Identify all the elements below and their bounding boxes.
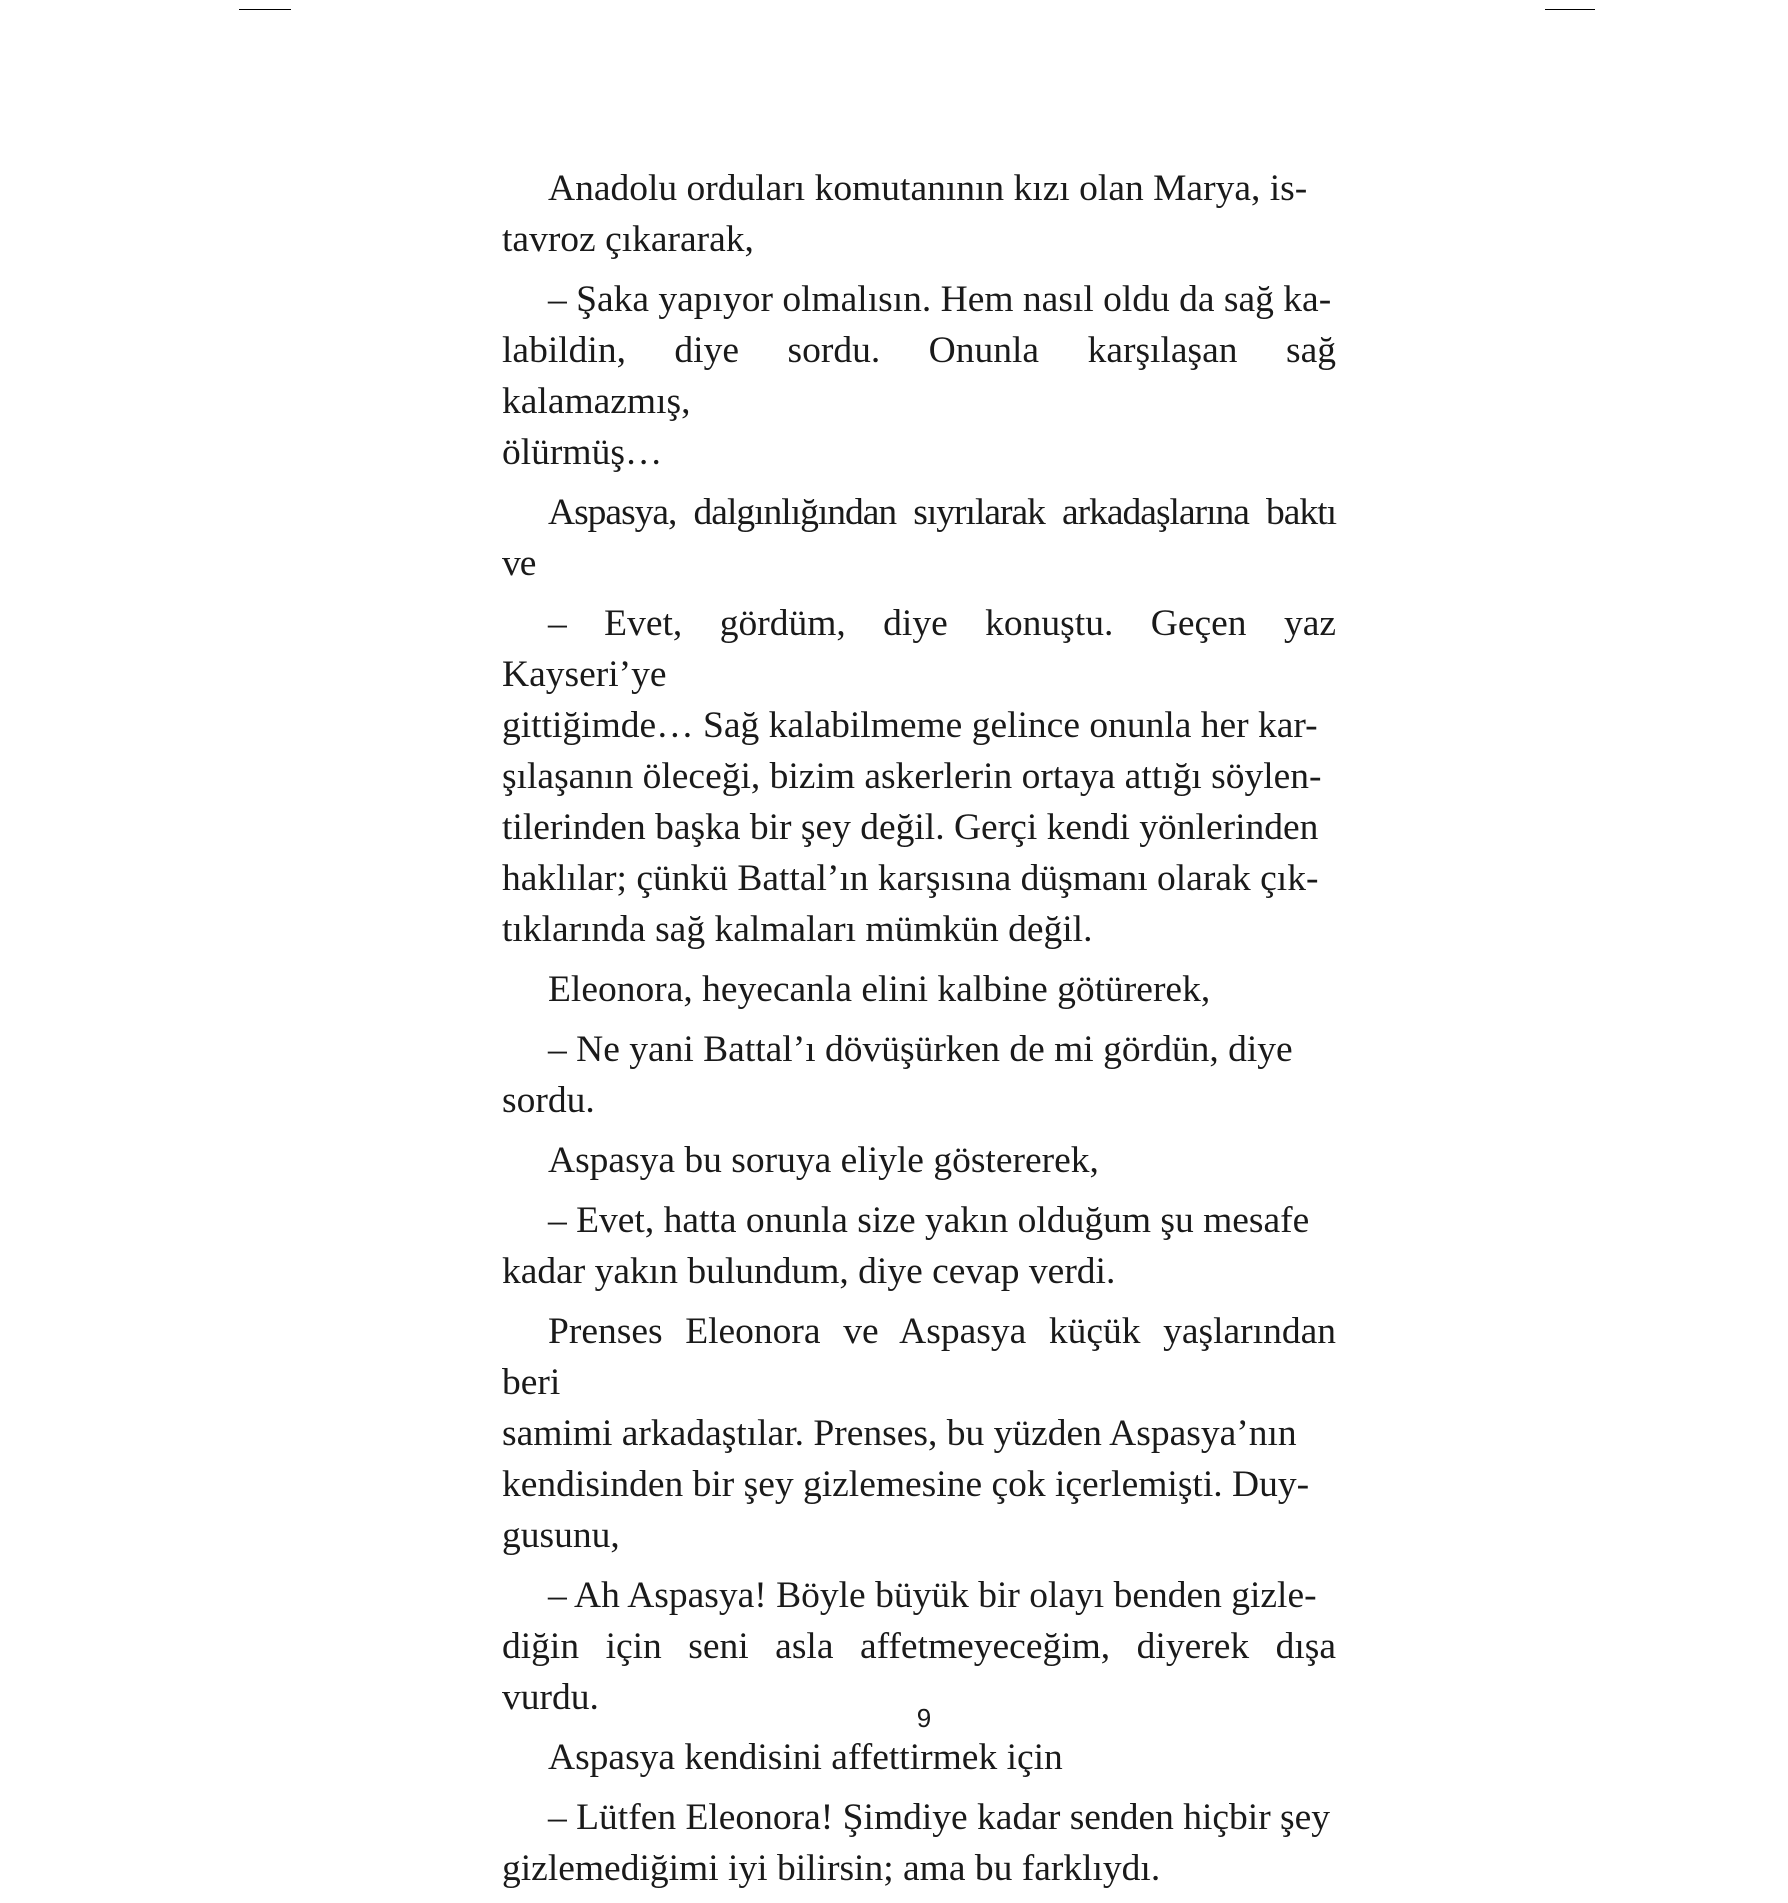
paragraph: Eleonora, heyecanla elini kalbine götürerek, <box>548 969 1211 1010</box>
body-text <box>502 163 1336 1903</box>
paragraph: – Şaka yapıyor olmalısın. Hem nasıl oldu da sağ ka- labildin, diye sordu. Onunla karşılaşan sağ kalamazmış, ölürmüş… <box>502 279 1336 473</box>
paragraph: – Evet, gördüm, diye konuştu. Geçen yaz Kayseri’ye gittiğimde… Sağ kalabilmeme gelince onunla her kar- şılaşanın öleceği, bizim askerlerin ortaya attığı söylen- tilerinden başka bir şey değil. Gerçi kendi yönlerinden haklılar; çünkü Battal’ın karşısına düşmanı olarak çık- tıklarında sağ kalmaları mümkün değil. <box>502 603 1336 950</box>
crop-mark-right <box>1545 9 1595 10</box>
paragraph: Anadolu orduları komutanının kızı olan Marya, is- tavroz çıkararak, <box>502 168 1308 260</box>
paragraph: Aspasya, dalgınlığından sıyrılarak arkadaşlarına baktı ve <box>502 492 1336 584</box>
paragraph: – Evet, hatta onunla size yakın olduğum şu mesafe kadar yakın bulundum, diye cevap verdi. <box>502 1200 1310 1292</box>
paragraph: – Lütfen Eleonora! Şimdiye kadar senden hiçbir şey gizlemediğimi iyi bilirsin; ama bu farklıydı. <box>502 1797 1331 1889</box>
page-number: 9 <box>916 1703 932 1733</box>
paragraph: – Ne yani Battal’ı dövüşürken de mi gördün, diye sordu. <box>502 1029 1293 1121</box>
paragraph: Aspasya bu soruya eliyle göstererek, <box>548 1140 1099 1181</box>
paragraph: Aspasya kendisini affettirmek için <box>548 1737 1063 1778</box>
paragraph: Prenses Eleonora ve Aspasya küçük yaşlarından beri samimi arkadaştılar. Prenses, bu yüzden Aspasya’nın kendisinden bir şey gizlemesine çok içerlemişti. Duy- gusunu, <box>502 1311 1336 1556</box>
paragraph: – Ah Aspasya! Böyle büyük bir olayı benden gizle- diğin için seni asla affetmeyeceğim, diyerek dışa vurdu. <box>502 1575 1336 1718</box>
crop-mark-left <box>239 9 291 10</box>
